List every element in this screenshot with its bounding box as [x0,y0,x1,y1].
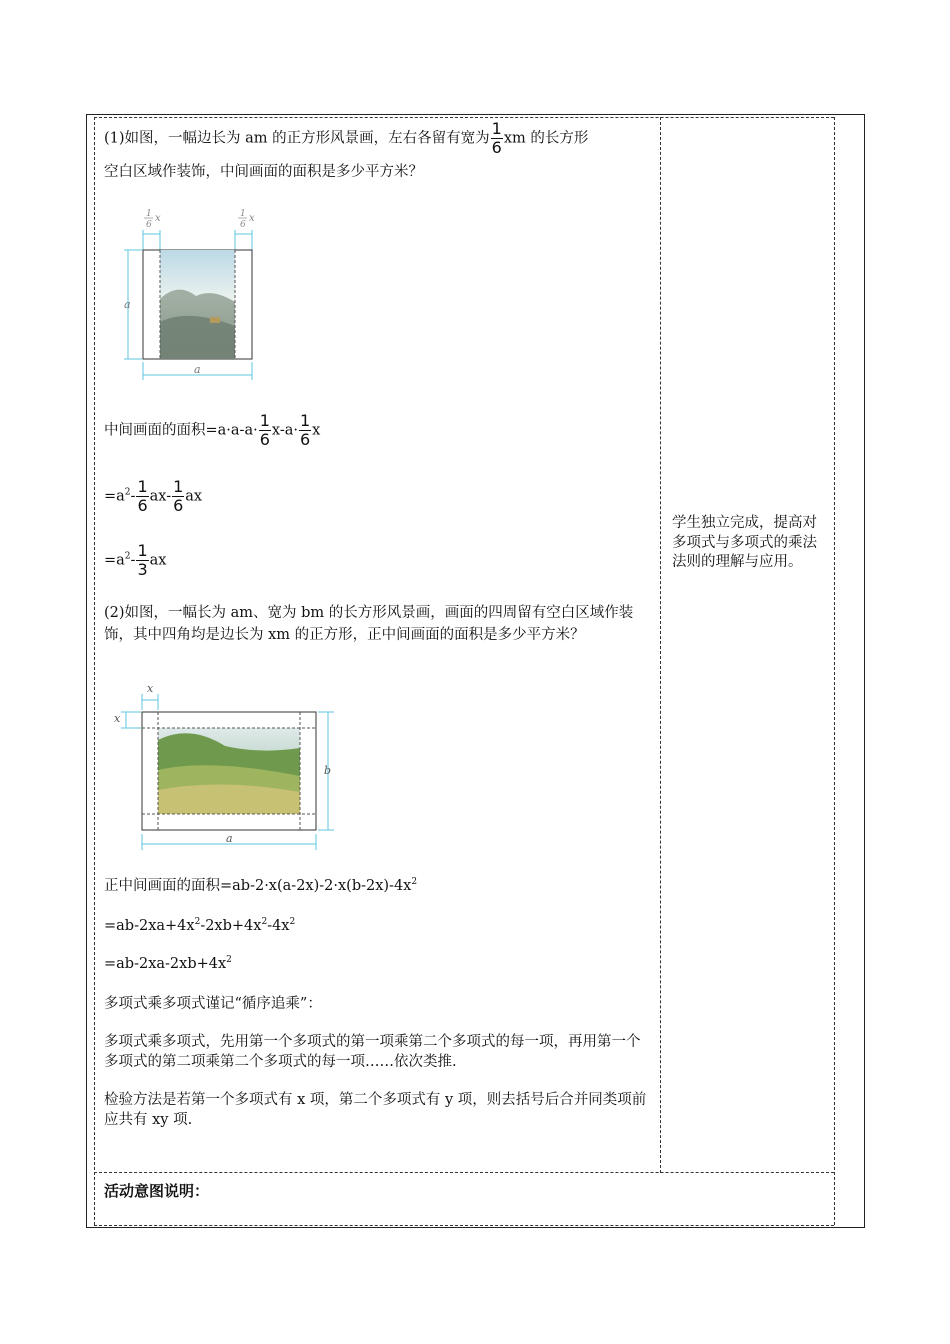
label-bottom-a: a [226,832,233,845]
label-side-b: b [324,764,332,777]
problem2-solution-line1: 正中间画面的面积$=ab-2\cdot x(a-2x)-2\cdot x(b-2x)-4x^2$ [104,877,418,894]
problem2-intro: (2)如图，一幅长为 am、宽为 bm 的长方形风景画，画面的四周留有空白区域作装饰，其中四角均是边长为 xm 的正方形，正中间画面的面积是多少平方米？ [104,605,634,643]
teacher-note: 学生独立完成，提高对多项式与多项式的乘法法则的理解与应用。 [672,515,817,570]
figure-square-painting [118,204,266,384]
column-divider [660,117,661,1173]
right-border [834,117,835,1225]
problem1-intro: (1)如图，一幅边长为 am 的正方形风景画，左右各留有宽为 $\frac{1}{6}$ xm 的长方形 [104,119,589,157]
label-left-fraction: 1 [146,209,152,219]
label-side-x: x [114,712,121,725]
row-bottom-border [94,1225,834,1226]
rule-title: 多项式乘多项式谨记“循序追乘”： [104,996,322,1012]
row-top-border [94,117,834,118]
problem1-solution-line2: $=a^2-$ $\frac{1}{6}$ ax- $\frac{1}{6}$ ax [104,477,203,515]
fraction-one-sixth: $\frac{1}{6}$ [491,119,502,157]
figure-rectangle-painting [110,680,340,852]
rule-body: 多项式乘多项式，先用第一个多项式的第一项乘第二个多项式的每一项，再用第一个多项式的第二项乘第二个多项式的每一项……依次类推. [104,1034,641,1070]
problem1-solution-line1: 中间画面的面积=a·a-a· $\frac{1}{6}$ x-a· $\frac{1}{6}$ x [104,411,321,449]
problem1-solution-line3: $=a^2-$ $\frac{1}{3}$ ax [104,541,167,579]
check-method: 检验方法是若第一个多项式有 x 项，第二个多项式有 y 项，则去括号后合并同类项前应共有 xy 项. [104,1092,647,1128]
label-right-fraction: 1 [240,209,246,219]
label-top-x: x [147,682,154,695]
left-border [94,117,95,1225]
problem2-solution-line2: $=ab-2xa+4x^2-2xb+4x^2-4x^2$ [104,917,296,934]
row-divider [94,1172,834,1173]
svg-text:x: x [155,213,161,224]
problem1-intro-line2: 空白区域作装饰，中间画面的面积是多少平方米？ [104,164,423,180]
svg-text:6: 6 [146,220,152,230]
label-side-a: a [124,298,131,311]
svg-text:6: 6 [240,220,246,230]
label-bottom-a: a [194,363,201,376]
svg-text:x: x [249,213,255,224]
activity-intent-label: 活动意图说明： [104,1182,210,1200]
problem2-solution-line3: $=ab-2xa-2xb+4x^2$ [104,955,232,972]
